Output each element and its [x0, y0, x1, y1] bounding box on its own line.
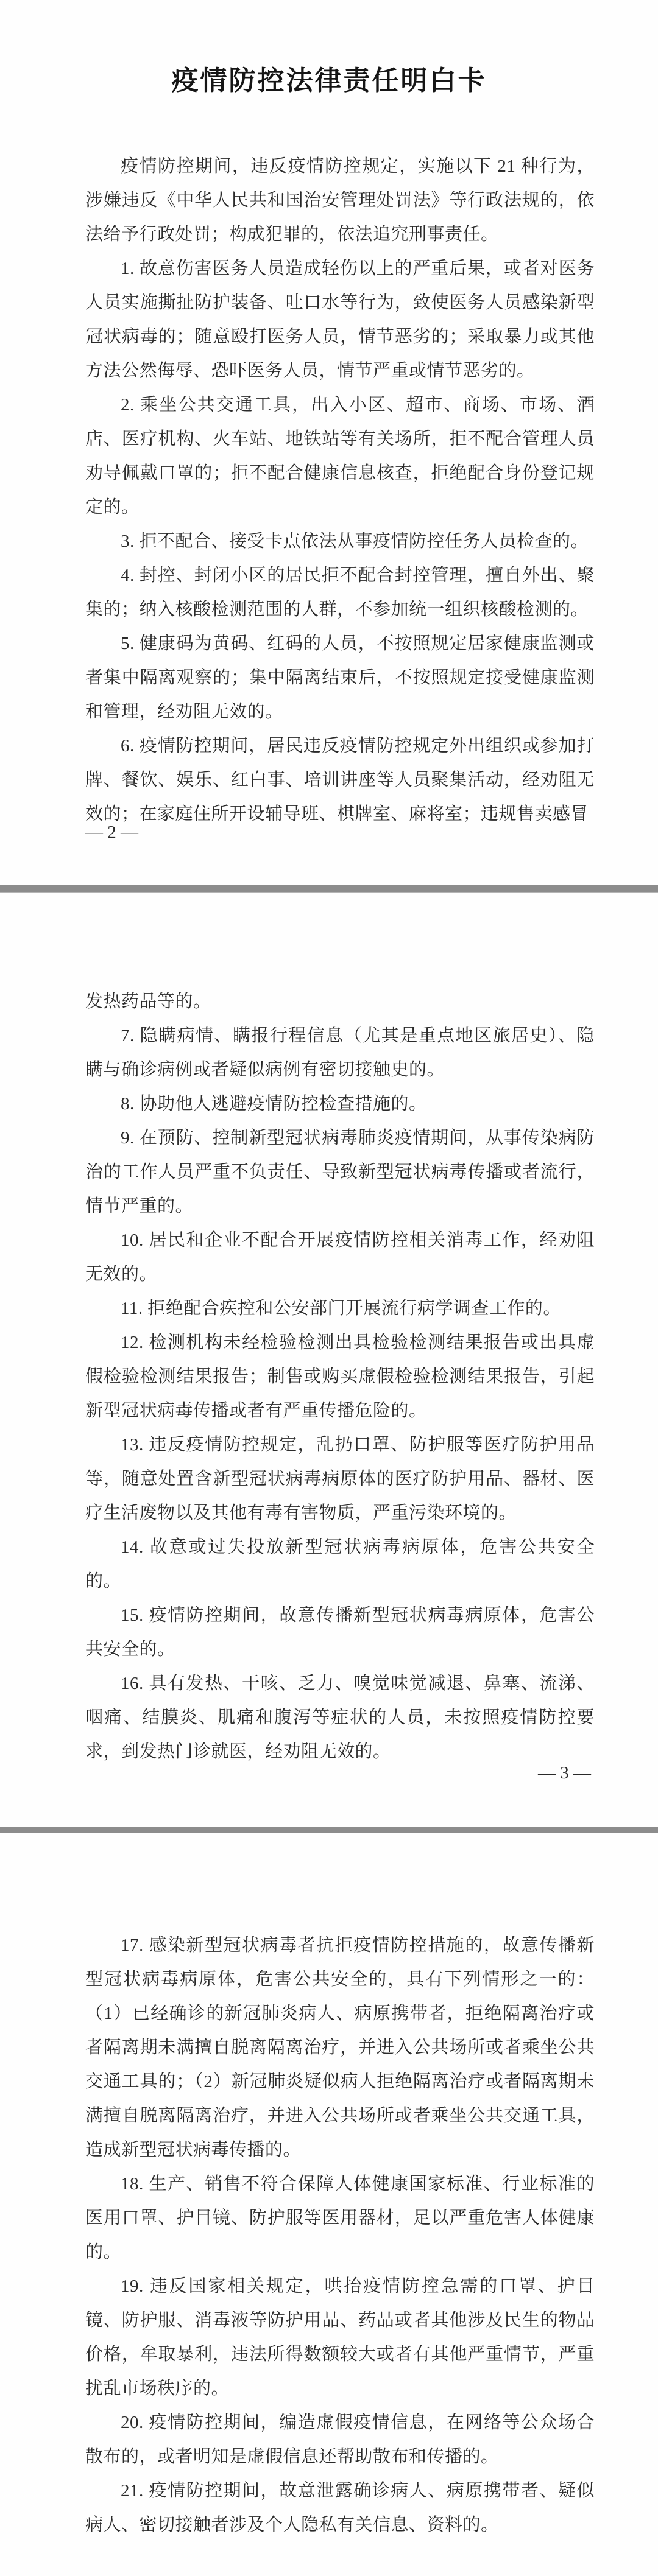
- paragraph-line: 15. 疫情防控期间，故意传播新型冠状病毒病原体，危害公共安全的。: [85, 1606, 595, 1659]
- paragraph-line: 6. 疫情防控期间，居民违反疫情防控规定外出组织或参加打牌、餐饮、娱乐、红白事、培训讲座等人员聚集活动，经劝阻无效的；在家庭住所开设辅导班、棋牌室、麻将室；违规售卖感冒: [85, 736, 595, 824]
- paragraph-line: 7. 隐瞒病情、瞒报行程信息（尤其是重点地区旅居史）、隐瞒与确诊病例或者疑似病例有密切接触史的。: [85, 1026, 595, 1079]
- paragraph-line: 19. 违反国家相关规定，哄抬疫情防控急需的口罩、护目镜、防护服、消毒液等防护用品、药品或者其他涉及民生的物品价格，牟取暴利，违法所得数额较大或者有其他严重情节，严重扰乱市场秩序的。: [85, 2276, 595, 2398]
- document-page-1: [0, 0, 658, 885]
- paragraph-line: 3. 拒不配合、接受卡点依法从事疫情防控任务人员检查的。: [121, 532, 589, 551]
- paragraph-line: 10. 居民和企业不配合开展疫情防控相关消毒工作，经劝阻无效的。: [85, 1230, 595, 1284]
- paragraph-line: 20. 疫情防控期间，编造虚假疫情信息，在网络等公众场合散布的，或者明知是虚假信息还帮助散布和传播的。: [85, 2413, 595, 2466]
- paragraph-line: 18. 生产、销售不符合保障人体健康国家标准、行业标准的医用口罩、护目镜、防护服等医用器材，足以严重危害人体健康的。: [85, 2174, 595, 2262]
- page-number: — 2 —: [85, 823, 138, 842]
- paragraph-line: 疫情防控期间，违反疫情防控规定，实施以下 21 种行为，涉嫌违反《中华人民共和国治安管理处罚法》等行政法规的，依法给予行政处罚；构成犯罪的，依法追究刑事责任。: [85, 156, 595, 244]
- page-title: 疫情防控法律责任明白卡: [171, 66, 487, 96]
- paragraph-line: 21. 疫情防控期间，故意泄露确诊病人、病原携带者、疑似病人、密切接触者涉及个人隐私有关信息、资料的。: [85, 2481, 595, 2535]
- document-page-2: [0, 893, 658, 1827]
- page-3-body: [85, 1928, 595, 2542]
- paragraph-line: 8. 协助他人逃避疫情防控检查措施的。: [121, 1094, 427, 1114]
- paragraph-line: 1. 故意伤害医务人员造成轻伤以上的严重后果，或者对医务人员实施撕扯防护装备、吐口水等行为，致使医务人员感染新型冠状病毒的；随意殴打医务人员，情节恶劣的；采取暴力或其他方法公然侮辱、恐吓医务人员，情节严重或情节恶劣的。: [85, 259, 595, 381]
- document-page-3: [0, 1833, 658, 2576]
- paragraph-line: 发热药品等的。: [85, 992, 211, 1011]
- paragraph-line: 17. 感染新型冠状病毒者抗拒疫情防控措施的，故意传播新型冠状病毒病原体，危害公共安全的，具有下列情形之一的：（1）已经确诊的新冠肺炎病人、病原携带者，拒绝隔离治疗或者隔离期未满擅自脱离隔离治疗，并进入公共场所或者乘坐公共交通工具的；（2）新冠肺炎疑似病人拒绝隔离治疗或者隔离期未满擅自脱离隔离治疗，并进入公共场所或者乘坐公共交通工具，造成新型冠状病毒传播的。: [85, 1936, 595, 2160]
- page-separator: [0, 1827, 658, 1833]
- page-separator: [0, 885, 658, 893]
- paragraph-line: 13. 违反疫情防控规定，乱扔口罩、防护服等医疗防护用品等，随意处置含新型冠状病毒病原体的医疗防护用品、器材、医疗生活废物以及其他有毒有害物质，严重污染环境的。: [85, 1435, 595, 1523]
- paragraph-line: 11. 拒绝配合疾控和公安部门开展流行病学调查工作的。: [121, 1299, 561, 1318]
- paragraph-line: 5. 健康码为黄码、红码的人员，不按照规定居家健康监测或者集中隔离观察的；集中隔离结束后，不按照规定接受健康监测和管理，经劝阻无效的。: [85, 634, 595, 721]
- page-number: — 3 —: [538, 1763, 591, 1783]
- paragraph-line: 4. 封控、封闭小区的居民拒不配合封控管理，擅自外出、聚集的；纳入核酸检测范围的人群，不参加统一组织核酸检测的。: [85, 566, 595, 619]
- paragraph-line: 12. 检测机构未经检验检测出具检验检测结果报告或出具虚假检验检测结果报告；制售或购买虚假检验检测结果报告，引起新型冠状病毒传播或者有严重传播危险的。: [85, 1333, 595, 1420]
- paragraph-line: 14. 故意或过失投放新型冠状病毒病原体，危害公共安全的。: [85, 1537, 595, 1591]
- paragraph-line: 16. 具有发热、干咳、乏力、嗅觉味觉减退、鼻塞、流涕、咽痛、结膜炎、肌痛和腹泻等症状的人员，未按照疫情防控要求，到发热门诊就医，经劝阻无效的。: [85, 1674, 595, 1761]
- page-1-body: [85, 149, 595, 831]
- page-2-body: [85, 984, 595, 1769]
- paragraph-line: 9. 在预防、控制新型冠状病毒肺炎疫情期间，从事传染病防治的工作人员严重不负责任、导致新型冠状病毒传播或者流行，情节严重的。: [85, 1128, 595, 1216]
- paragraph-line: 2. 乘坐公共交通工具，出入小区、超市、商场、市场、酒店、医疗机构、火车站、地铁站等有关场所，拒不配合管理人员劝导佩戴口罩的；拒不配合健康信息核查，拒绝配合身份登记规定的。: [85, 395, 595, 517]
